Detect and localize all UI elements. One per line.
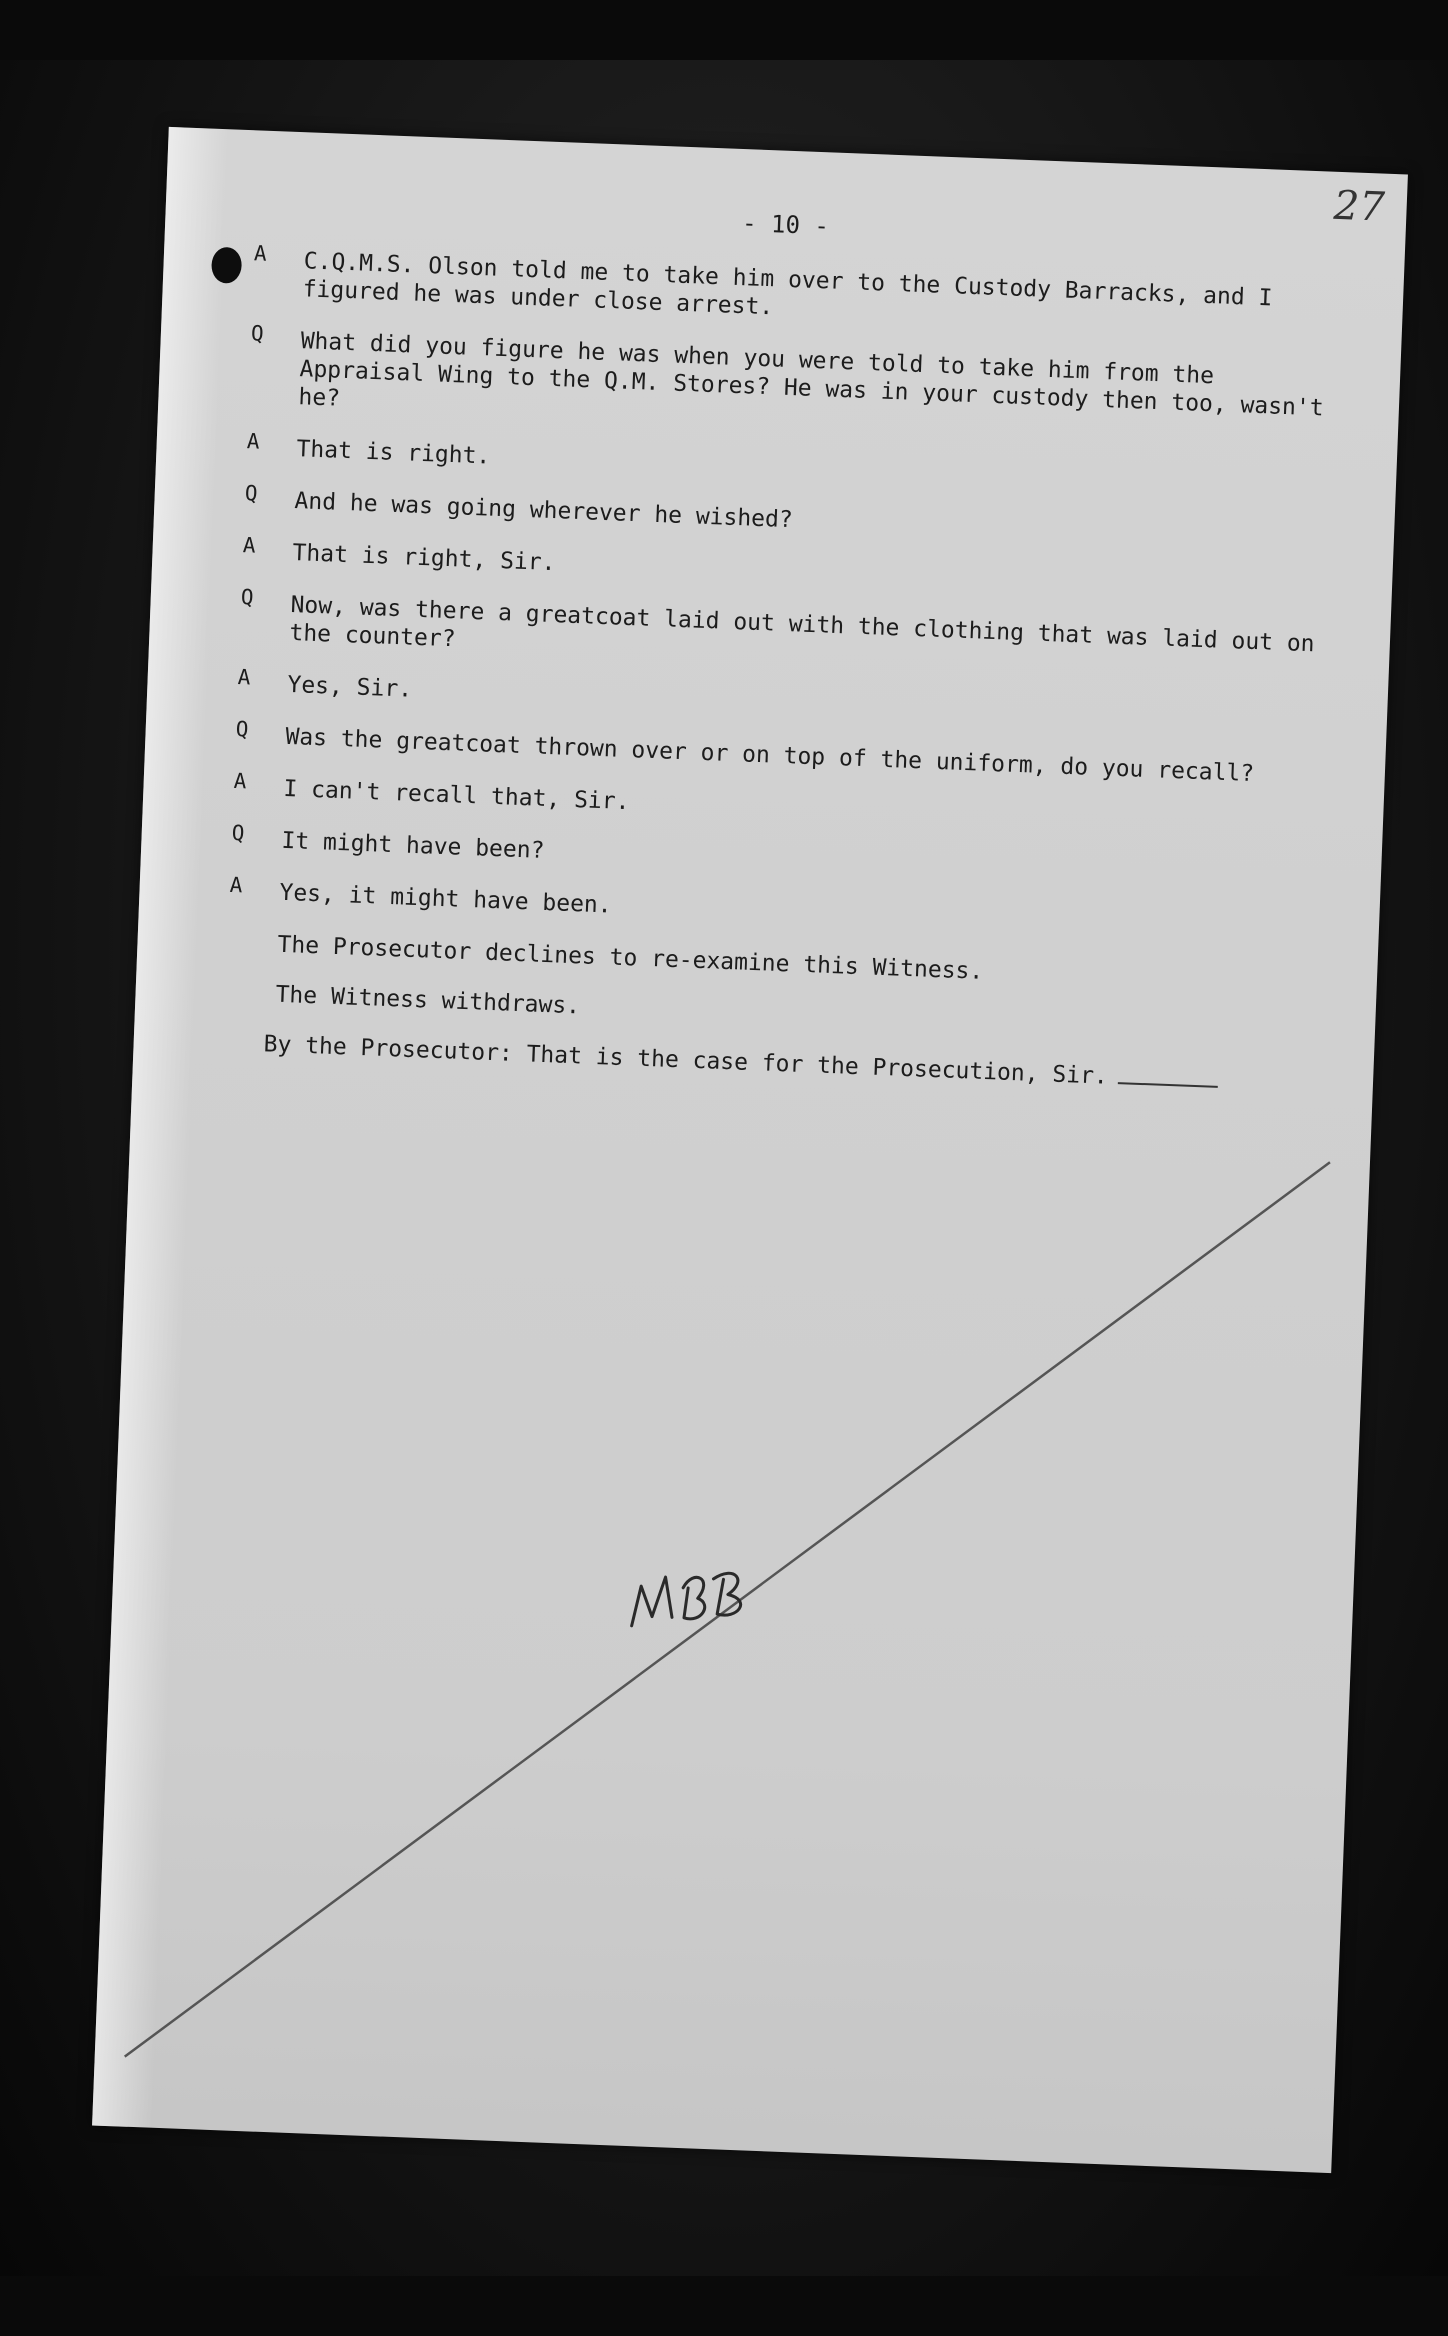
speaker-marker: A xyxy=(233,768,247,794)
speaker-marker: A xyxy=(246,429,260,454)
speaker-marker: A xyxy=(229,872,243,898)
speaker-marker: A xyxy=(237,664,251,690)
film-edge-top xyxy=(0,0,1448,60)
handwritten-initials xyxy=(632,1570,742,1630)
speaker-marker: Q xyxy=(235,716,249,742)
closing-statement-text: By the Prosecutor: That is the case for the Prosecution, Sir. xyxy=(263,1031,1109,1090)
statement-text: C.Q.M.S. Olson told me to take him over to the Custody Barracks, and I figured he was under close arrest. xyxy=(302,248,1273,321)
statement-text: That is right. xyxy=(296,436,491,470)
document-page xyxy=(92,127,1408,2173)
statement-text: Yes, it might have been. xyxy=(279,879,613,919)
film-edge-bottom xyxy=(0,2276,1448,2336)
speaker-marker: Q xyxy=(244,481,258,506)
cancellation-line xyxy=(125,1117,1330,2101)
speaker-marker: Q xyxy=(231,820,245,846)
statement-text: What did you figure he was when you were told to take him from the Appraisal Wing to the Q.M. Stores? He was in your custody then too, wasn't he? xyxy=(298,328,1325,422)
speaker-marker: Q xyxy=(240,585,254,610)
statement-text: And he was going wherever he wished? xyxy=(294,488,794,534)
statement-text: Was the greatcoat thrown over or on top of the uniform, do you recall? xyxy=(285,723,1255,788)
speaker-marker: A xyxy=(242,533,256,558)
statement-text: It might have been? xyxy=(281,827,545,864)
folio-number: 27 xyxy=(1332,182,1386,231)
page-number: - 10 - xyxy=(741,209,830,241)
statement-text: I can't recall that, Sir. xyxy=(283,775,630,816)
statement-text: That is right, Sir. xyxy=(292,540,556,577)
statement-text: Yes, Sir. xyxy=(287,671,413,703)
statement-text: Now, was there a greatcoat laid out with the clothing that was laid out on the counter? xyxy=(289,591,1316,658)
cancellation-mark xyxy=(92,127,1408,2173)
speaker-marker: Q xyxy=(250,321,265,346)
procedure-note: The Prosecutor declines to re-examine this Witness. xyxy=(277,931,984,985)
speaker-marker: A xyxy=(253,241,268,266)
procedure-note: The Witness withdraws. xyxy=(275,981,581,1020)
